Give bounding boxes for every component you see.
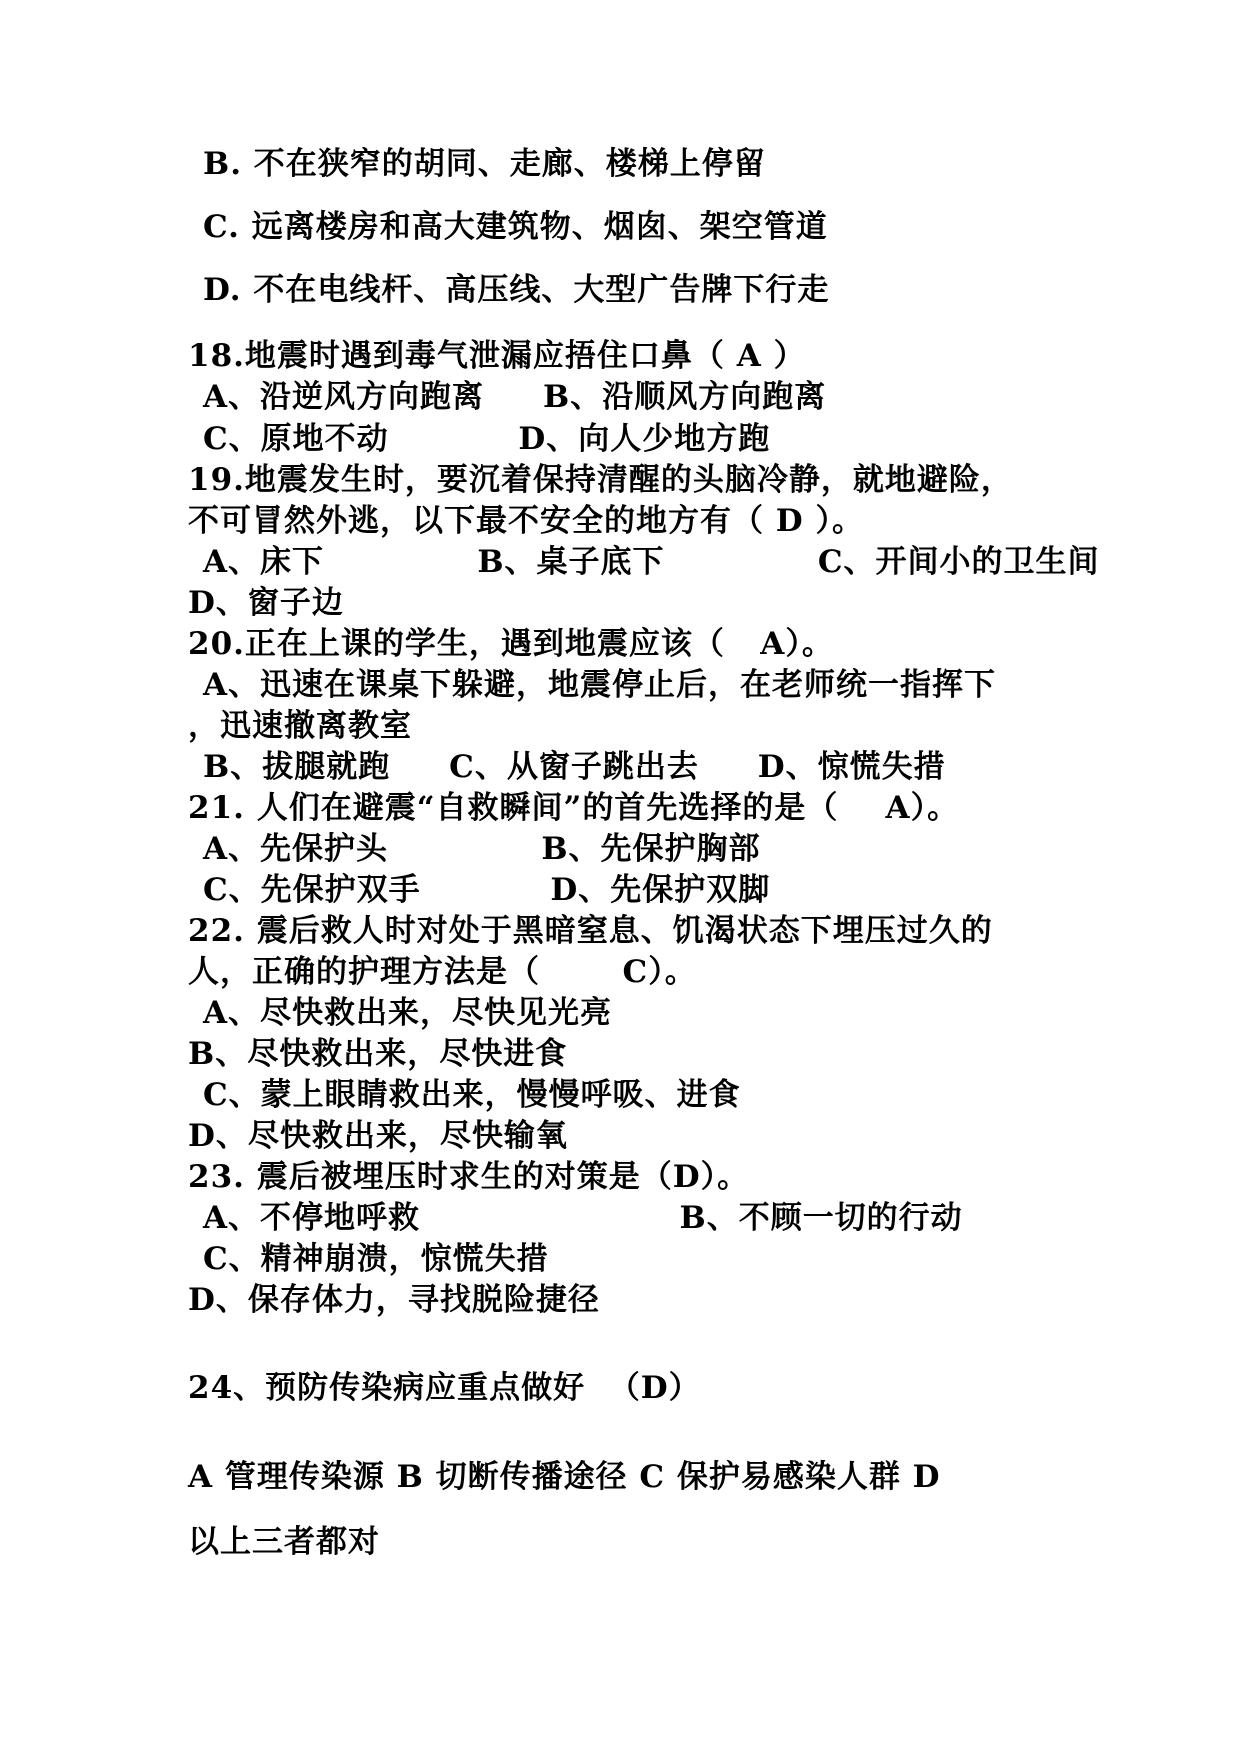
question-20-option-a-line-1: A、迅速在课桌下躲避，地震停止后，在老师统一指挥下 (203, 667, 997, 703)
question-18-options-cd: C、原地不动 D、向人少地方跑 (203, 421, 771, 457)
question-19-option-d: D、窗子边 (188, 585, 344, 621)
question-24: 24、预防传染病应重点做好 （D） (188, 1370, 701, 1406)
question-21: 21. 人们在避震“自救瞬间”的首先选择的是（ A）。 (188, 790, 960, 826)
question-18: 18.地震时遇到毒气泄漏应捂住口鼻（ A ） (188, 338, 806, 374)
question-24-options-line-2: 以上三者都对 (188, 1524, 380, 1560)
question-19-line-2: 不可冒然外逃，以下最不安全的地方有（ D ）。 (188, 503, 864, 539)
question-18-options-ab: A、沿逆风方向跑离 B、沿顺风方向跑离 (203, 379, 827, 415)
question-23: 23. 震后被埋压时求生的对策是（D）。 (188, 1159, 750, 1195)
question-23-option-c: C、精神崩溃，惊慌失措 (203, 1241, 549, 1277)
question-20: 20.正在上课的学生，遇到地震应该（ A）。 (188, 626, 834, 662)
question-20-option-a-line-2: ，迅速撤离教室 (188, 708, 412, 744)
question-22-option-b: B、尽快救出来，尽快进食 (188, 1036, 568, 1072)
question-20-options-bcd: B、拔腿就跑 C、从窗子跳出去 D、惊慌失措 (203, 749, 946, 785)
question-19-options-abc: A、床下 B、桌子底下 C、开间小的卫生间 (203, 544, 1100, 580)
question-24-options-line-1: A 管理传染源 B 切断传播途径 C 保护易感染人群 D (188, 1459, 941, 1495)
option-d-power-lines: D. 不在电线杆、高压线、大型广告牌下行走 (203, 272, 830, 308)
question-22-option-d: D、尽快救出来，尽快输氧 (188, 1118, 568, 1154)
question-21-options-ab: A、先保护头 B、先保护胸部 (203, 831, 761, 867)
question-22-line-1: 22. 震后救人时对处于黑暗窒息、饥渴状态下埋压过久的 (188, 913, 993, 949)
question-22-line-2: 人，正确的护理方法是（ C）。 (188, 954, 697, 990)
question-23-option-d: D、保存体力，寻找脱险捷径 (188, 1282, 600, 1318)
question-22-option-c: C、蒙上眼睛救出来，慢慢呼吸、进食 (203, 1077, 741, 1113)
question-22-option-a: A、尽快救出来，尽快见光亮 (203, 995, 613, 1031)
option-b-narrow-alley: B. 不在狭窄的胡同、走廊、楼梯上停留 (203, 146, 766, 182)
question-19-line-1: 19.地震发生时，要沉着保持清醒的头脑冷静，就地避险， (188, 462, 1013, 498)
question-21-options-cd: C、先保护双手 D、先保护双脚 (203, 872, 771, 908)
option-c-away-from-buildings: C. 远离楼房和高大建筑物、烟囱、架空管道 (203, 209, 828, 245)
question-23-options-ab: A、不停地呼救 B、不顾一切的行动 (203, 1200, 963, 1236)
